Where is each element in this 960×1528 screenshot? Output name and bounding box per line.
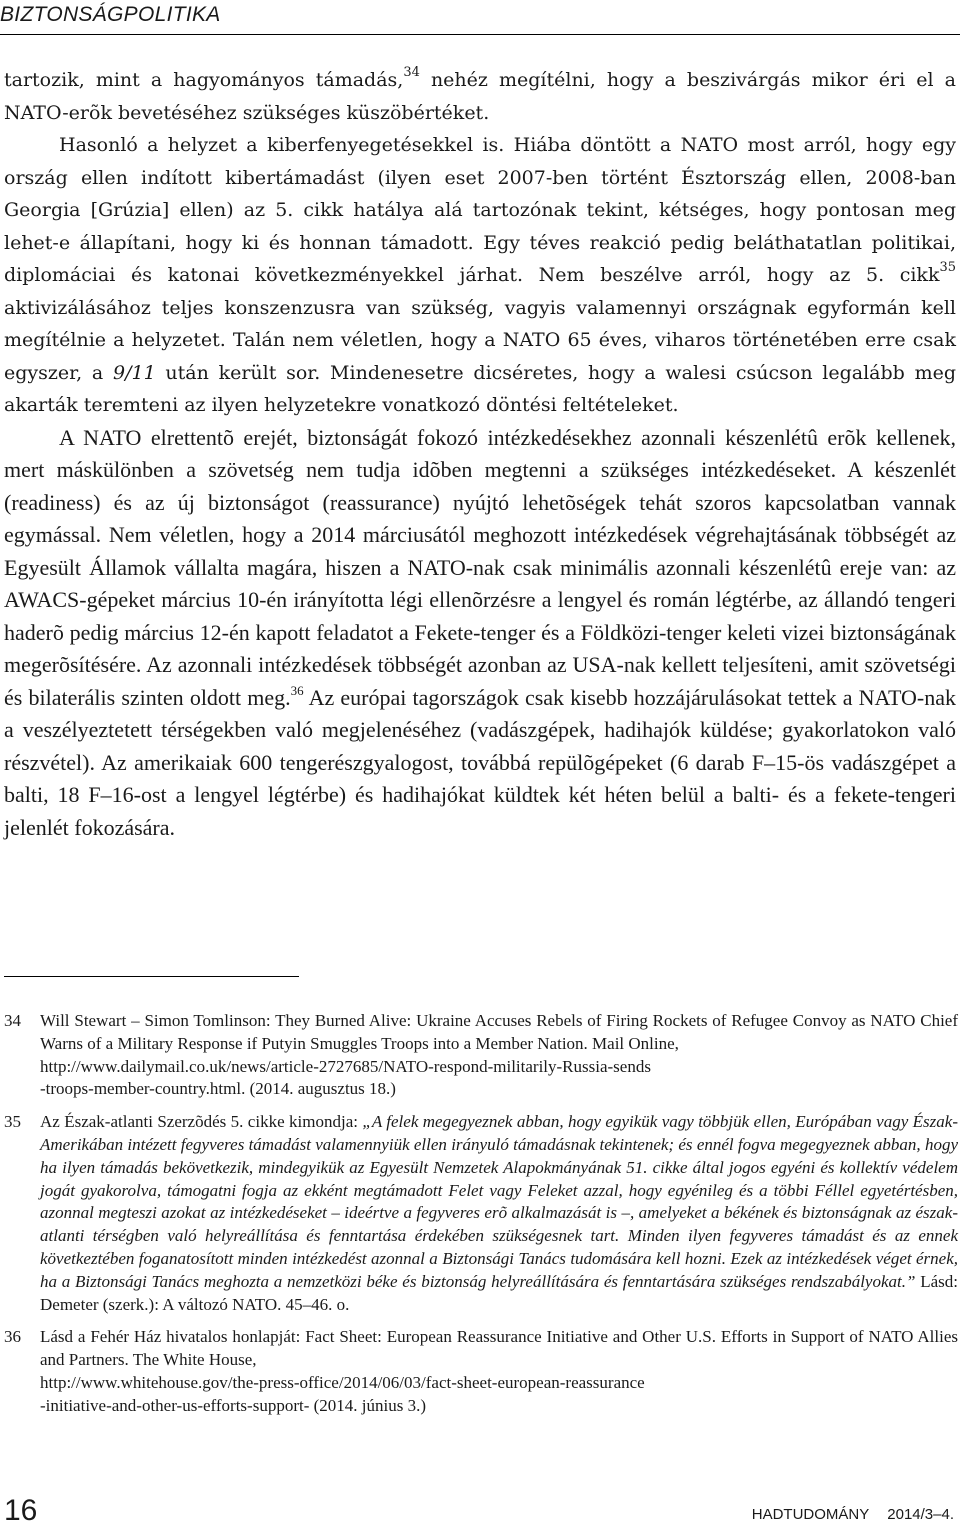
footnote-number: 35	[4, 1112, 21, 1132]
footnote-35-tail: Lásd: Demeter (szerk.): A változó NATO. 45–46. o.	[40, 1271, 958, 1314]
running-header	[0, 0, 960, 35]
footnote-34-link-continued[interactable]: -troops-member-country.html. (2014. augusztus 18.)	[40, 1079, 396, 1099]
journal-issue	[752, 1506, 954, 1523]
paragraph-3-text-b: Az európai tagországok csak kisebb hozzájárulásokat tettek a NATO-nak a veszélyeztetett térségekben való megjelenéséhez (vadászgépek, hadihajók küldése; gyakorlatokon való részvétel). Az amerikaiak 600 tengerészgyalogost, továbbá repülõgépeket (6 darab F–15-ös vadászgépet a balti, 18 F–16-ost a lengyel légtérbe) és hadihajókat küldtek két héten belül a balti- és a fekete-tengeri jelenlét fokozására.	[4, 684, 956, 840]
footnote-35-lead: Az Észak-atlanti Szerzõdés 5. cikke kimondja:	[40, 1112, 363, 1132]
footnote-text	[40, 1326, 958, 1417]
paragraph-3	[4, 422, 956, 845]
footnote-36	[4, 1326, 958, 1417]
footnote-35	[4, 1111, 958, 1316]
footnote-text	[40, 1010, 958, 1101]
paragraph-2-text-b: aktivizálásához teljes konszenzusra van szükség, vagyis valamennyi országnak egyformán kell megítélnie a helyzetet. Talán nem véletlen, hogy a NATO 65 éves, viharos történetében erre csak egyszer, a	[4, 296, 956, 384]
paragraph-1-text-b: nehéz megítélni, hogy a beszivárgás mikor éri el a NATO-erõk bevetéséhez szükséges küszöbértéket.	[4, 69, 956, 124]
paragraph-3-text-a: A NATO elrettentõ erejét, biztonságát fokozó intézkedésekhez azonnali készenlétû erõk kellenek, mert máskülönben a szövetség nem tudja idõben megtenni a szükséges intézkedéseket. A készenlét (readiness) és az új biztonságot (reassurance) nyújtó lehetõségek tehát szoros kapcsolatban vannak egymással. Nem véletlen, hogy a 2014 márciusától meghozott intézkedések végrehajtásának többségét az Egyesült Államok vállalta magára, hiszen a NATO-nak csak minimális azonnali készenlétû ereje van: az AWACS-gépeket március 10-én irányította légi ellenõrzésre a lengyel és román légtérbe, az állandó tengeri haderõ pedig március 12-én kapott feladatot a Fekete-tenger és a Földközi-tenger keleti vizei biztonságának megerõsítésére. Az azonnali intézkedések többségét azonban az USA-nak kellett teljesíteni, amit szövetségi és bilaterális szinten oldott meg.	[4, 424, 956, 710]
footnote-36-citation: Lásd a Fehér Ház hivatalos honlapját: Fact Sheet: European Reassurance Initiative and Other U.S. Efforts in Support of NATO Allies and Partners. The White House,	[40, 1327, 958, 1370]
footnote-34-link[interactable]: http://www.dailymail.co.uk/news/article-2727685/NATO-respond-militarily-Russia-sends	[40, 1056, 651, 1076]
footnote-36-link-continued[interactable]: -initiative-and-other-us-efforts-support- (2014. június 3.)	[40, 1395, 427, 1415]
paragraph-2	[4, 129, 956, 422]
footnote-34	[4, 1010, 958, 1101]
paragraph-1-text-a: tartozik, mint a hagyományos támadás,	[4, 69, 404, 91]
footnote-ref-34[interactable]: 34	[403, 65, 420, 80]
footnote-number: 36	[4, 1327, 21, 1347]
footnote-36-link[interactable]: http://www.whitehouse.gov/the-press-office/2014/06/03/fact-sheet-european-reassurance	[40, 1372, 645, 1392]
paragraph-2-text-c: után került sor. Mindenesetre dicséretes, hogy a walesi csúcson legalább meg akarták teremteni az ilyen helyzetekre vonatkozó döntési feltételeket.	[4, 361, 956, 416]
journal-name: HADTUDOMÁNY	[751, 1506, 870, 1523]
footnote-text	[40, 1111, 958, 1316]
footnote-number: 34	[4, 1011, 21, 1030]
paragraph-1	[4, 64, 956, 129]
footnotes	[4, 1010, 958, 1428]
footnote-ref-36[interactable]: 36	[290, 682, 304, 698]
section-title: BIZTONSÁGPOLITIKA	[0, 3, 221, 26]
article-body	[4, 64, 956, 844]
paragraph-2-text-a: Hasonló a helyzet a kiberfenyegetésekkel is. Hiába döntött a NATO most arról, hogy egy ország ellen indított kibertámadást (ilyen eset 2007-ben történt Észtország ellen, 2008-ban Georgia [Grúzia] ellen) az 5. cikk hatálya alá tartozónak tekint, kétséges, hogy pontosan meg lehet-e állapítani, hogy ki és honnan támadott. Egy téves reakció pedig beláthatatlan politikai, diplomáciai és katonai következményekkel járhat. Nem beszélve arról, hogy az 5. cikk	[4, 134, 956, 286]
footnote-ref-35[interactable]: 35	[939, 260, 956, 275]
footnote-34-citation: Will Stewart – Simon Tomlinson: They Burned Alive: Ukraine Accuses Rebels of Firing Rockets of Refugee Convoy as NATO Chief Warns of a Military Response if Putyin Smuggles Troops into a Member Nation. Mail Online,	[40, 1011, 958, 1053]
issue-number: 2014/3–4.	[887, 1506, 954, 1523]
footnote-divider	[4, 976, 299, 977]
paragraph-2-italic: 9/11	[112, 361, 156, 384]
footnote-35-quote: „A felek megegyeznek abban, hogy egyikük vagy többjük ellen, Európában vagy Észak-Amerikában intézett fegyveres támadást valamennyiük ellen irányuló támadásnak tekintenek; és ennél fogva megegyeznek abban, hogy ha ilyen támadás bekövetkezik, mindegyikük az Egyesült Nemzetek Alapokmányának 51. cikke által jogos egyéni és kollektív védelem jogát gyakorolva, támogatni fogja az ekként megtámadott Felet vagy Feleket azzal, hogy egyénileg és a többi Féllel egyetértésben, azonnal megteszi azokat az intézkedéseket – ideértve a fegyveres erõ alkalmazását is –, amelyeket a békének és biztonságnak az észak-atlanti térségben való helyreállítása és fenntartása érdekében szükségesnek tart. Minden ilyen fegyveres támadást és az ennek következtében foganatosított minden intézkedést azonnal a Biztonsági Tanács tudomására kell hozni. Ezek az intézkedések véget érnek, ha a Biztonsági Tanács meghozta a nemzetközi béke és biztonság helyreállítására és fenntartására szükséges rendszabályokat.”	[40, 1112, 958, 1291]
page-number: 16	[4, 1494, 38, 1527]
